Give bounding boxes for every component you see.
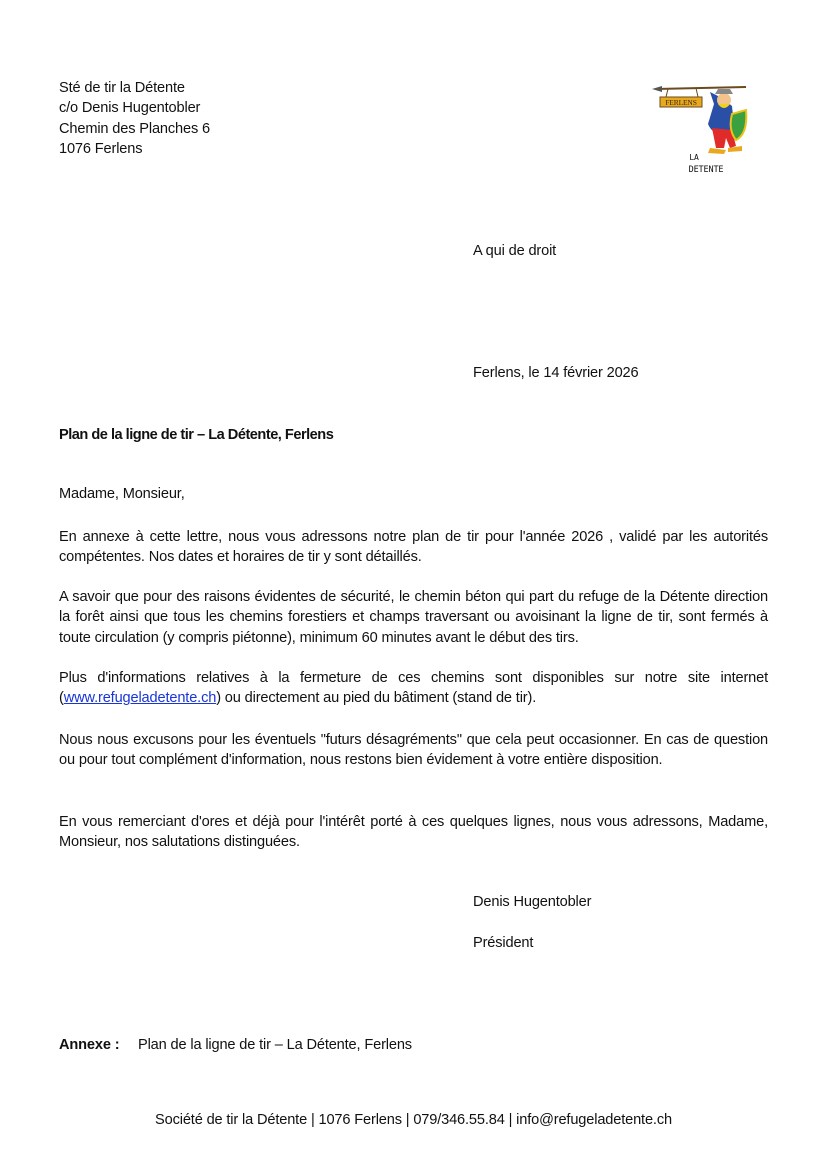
date-line: Ferlens, le 14 février 2026 bbox=[473, 365, 639, 381]
sender-line: 1076 Ferlens bbox=[59, 141, 143, 158]
recipient: A qui de droit bbox=[473, 243, 557, 259]
paragraph-3-text: ) ou directement au pied du bâtiment (stand de tir). bbox=[216, 690, 537, 707]
paragraph-1: En annexe à cette lettre, nous vous adressons notre plan de tir pour l'année 2026 , validé par les autorités compétentes. Nos dates et horaires de tir y sont détaillés. bbox=[59, 529, 768, 566]
signature-name: Denis Hugentobler bbox=[473, 894, 592, 910]
sender-line: Chemin des Planches 6 bbox=[59, 120, 210, 137]
paragraph-2: A savoir que pour des raisons évidentes de sécurité, le chemin béton qui part du refuge de la Détente direction la forêt ainsi que tous les chemins forestiers et champs traversant ou avoisinant la ligne de tir, sont fermés à toute circulation (y compris piétonne), minimum 60 minutes avant le début des tirs. bbox=[59, 589, 768, 646]
club-logo bbox=[648, 76, 758, 180]
sender-line: c/o Denis Hugentobler bbox=[59, 100, 201, 117]
paragraph-3 bbox=[59, 668, 768, 709]
subject: Plan de la ligne de tir – La Détente, Ferlens bbox=[59, 427, 334, 443]
sender-address bbox=[59, 78, 210, 160]
footer: Société de tir la Détente | 1076 Ferlens | 079/346.55.84 | info@refugeladetente.ch bbox=[155, 1112, 672, 1128]
svg-text:FERLENS: FERLENS bbox=[665, 98, 697, 107]
signature-title: Président bbox=[473, 935, 534, 951]
sender-line: Sté de tir la Détente bbox=[59, 80, 185, 96]
logo-caption: LA bbox=[689, 153, 699, 162]
website-link[interactable]: www.refugeladetente.ch bbox=[63, 690, 217, 707]
paragraph-3-text: Plus d'informations relatives à la fermeture de ces chemins sont disponibles sur notre site internet ( bbox=[59, 670, 768, 707]
svg-text:DETENTE: DETENTE bbox=[688, 165, 724, 175]
paragraph-4: Nous nous excusons pour les éventuels "futurs désagréments" que cela peut occasionner. En cas de question ou pour tout complément d'information, nous restons bien évidement à votre entière disposition. bbox=[59, 732, 768, 769]
salutation: Madame, Monsieur, bbox=[59, 486, 185, 502]
paragraph-5: En vous remerciant d'ores et déjà pour l'intérêt porté à ces quelques lignes, nous vous adressons, Madame, Monsieur, nos salutations distinguées. bbox=[59, 814, 768, 851]
annexe-value: Plan de la ligne de tir – La Détente, Ferlens bbox=[138, 1037, 412, 1053]
annexe-label: Annexe : bbox=[59, 1037, 120, 1053]
